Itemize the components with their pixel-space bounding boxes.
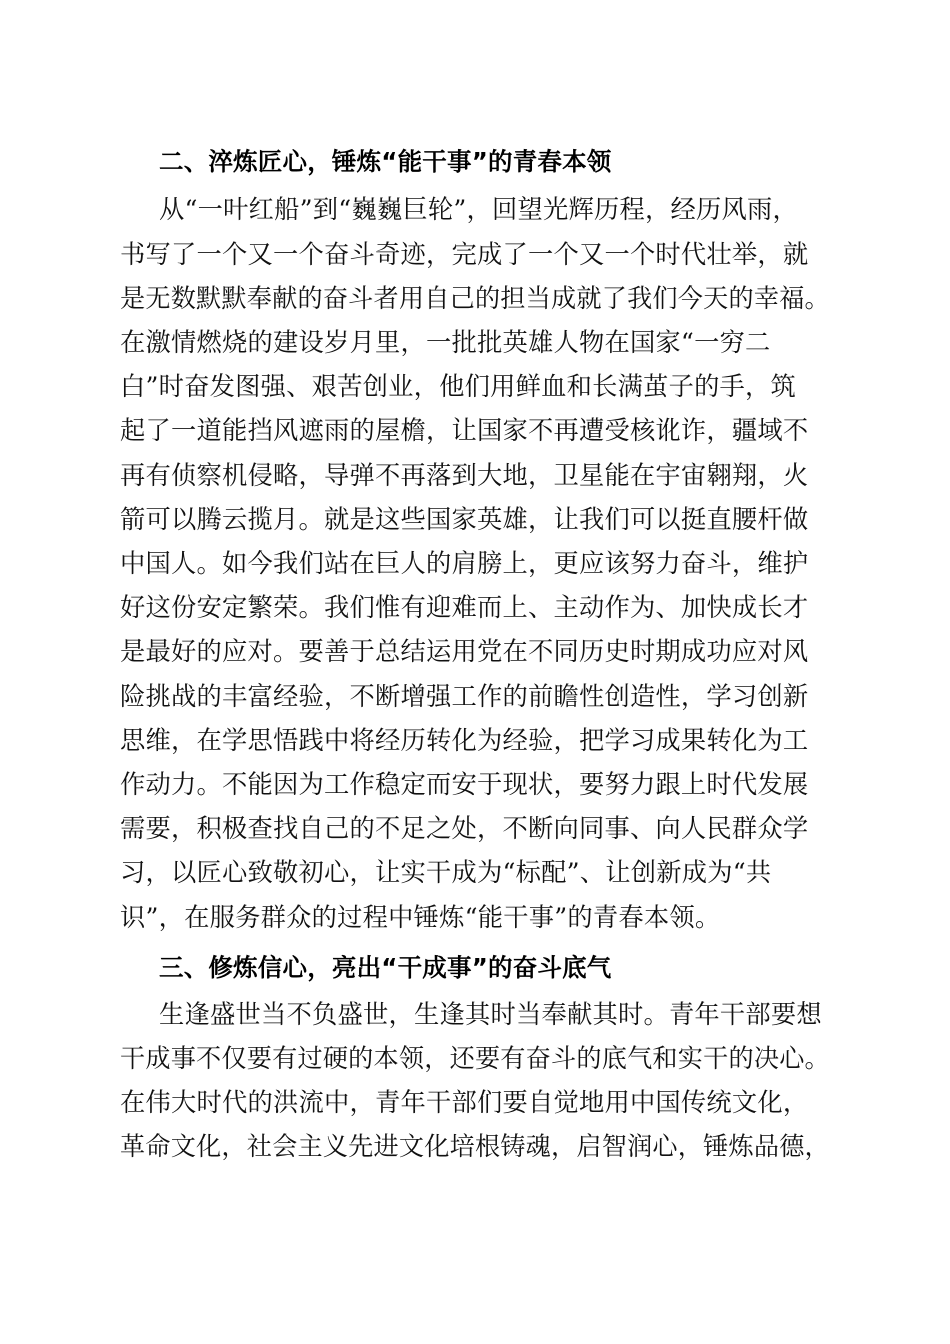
- paragraph-line: 需要，积极查找自己的不足之处，不断向同事、向人民群众学: [120, 814, 809, 843]
- paragraph-line: 再有侦察机侵略，导弹不再落到大地，卫星能在宇宙翱翔，火: [120, 461, 809, 490]
- paragraph-line: 干成事不仅要有过硬的本领，还要有奋斗的底气和实干的决心。: [120, 1044, 830, 1073]
- paragraph-line: 是无数默默奉献的奋斗者用自己的担当成就了我们今天的幸福。: [120, 284, 830, 313]
- paragraph-line: 识”，在服务群众的过程中锤炼“能干事”的青春本领。: [120, 903, 721, 932]
- paragraph-line: 险挑战的丰富经验，不断增强工作的前瞻性创造性，学习创新: [120, 682, 809, 711]
- paragraph-line: 白”时奋发图强、艰苦创业，他们用鲜血和长满茧子的手，筑: [120, 372, 797, 401]
- paragraph-line: 在伟大时代的洪流中，青年干部们要自觉地用中国传统文化，: [120, 1088, 809, 1117]
- paragraph-line: 作动力。不能因为工作稳定而安于现状，要努力跟上时代发展: [120, 770, 809, 799]
- section-3-heading: 三、修炼信心，亮出“干成事”的奋斗底气: [159, 953, 612, 982]
- section-2-heading: 二、淬炼匠心，锤炼“能干事”的青春本领: [159, 147, 612, 176]
- paragraph-line: 箭可以腾云揽月。就是这些国家英雄，让我们可以挺直腰杆做: [120, 505, 809, 534]
- paragraph-line: 从“一叶红船”到“巍巍巨轮”，回望光辉历程，经历风雨，: [159, 195, 798, 224]
- paragraph-line: 革命文化，社会主义先进文化培根铸魂，启智润心，锤炼品德，: [120, 1132, 830, 1161]
- paragraph-line: 中国人。如今我们站在巨人的肩膀上，更应该努力奋斗，维护: [120, 549, 809, 578]
- paragraph-line: 好这份安定繁荣。我们惟有迎难而上、主动作为、加快成长才: [120, 593, 809, 622]
- paragraph-line: 习，以匠心致敬初心，让实干成为“标配”、让创新成为“共: [120, 858, 772, 887]
- paragraph-line: 书写了一个又一个奋斗奇迹，完成了一个又一个时代壮举，就: [120, 240, 809, 269]
- paragraph-line: 在激情燃烧的建设岁月里，一批批英雄人物在国家“一穷二: [120, 328, 771, 357]
- paragraph-line: 起了一道能挡风遮雨的屋檐，让国家不再遭受核讹诈，疆域不: [120, 416, 809, 445]
- paragraph-line: 思维，在学思悟践中将经历转化为经验，把学习成果转化为工: [120, 726, 809, 755]
- paragraph-line: 是最好的应对。要善于总结运用党在不同历史时期成功应对风: [120, 637, 809, 666]
- paragraph-line: 生逢盛世当不负盛世，生逢其时当奉献其时。青年干部要想: [159, 1000, 822, 1029]
